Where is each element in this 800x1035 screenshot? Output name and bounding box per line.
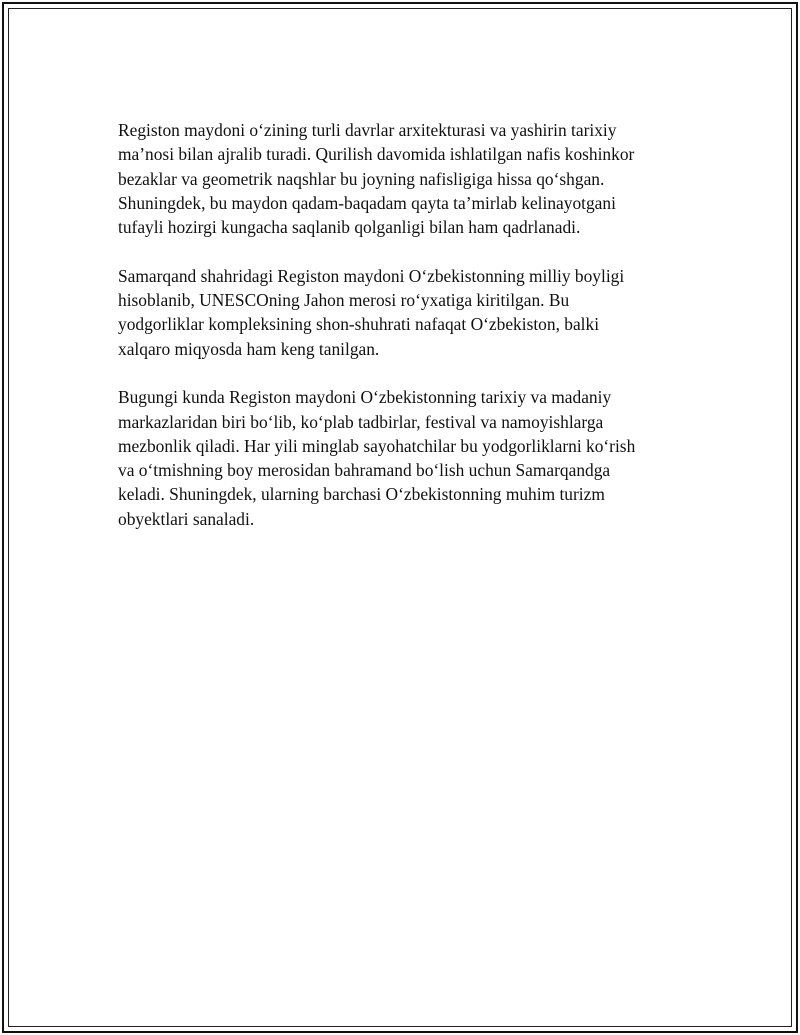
paragraph-1: Registon maydoni oʻzining turli davrlar arxitekturasi va yashirin tarixiy maʼnosi bilan ajralib turadi. Qurilish davomida ishlatilgan nafis koshinkor bezaklar va geometrik naqshlar bu joyning nafisligiga hissa qoʻshgan. Shuningdek, bu maydon qadam-baqadam qayta taʼmirlab kelinayotgani tufayli hozirgi kungacha saqlanib qolganligi bilan ham qadrlanadi.	[118, 120, 635, 238]
paragraph-2: Samarqand shahridagi Registon maydoni Oʻzbekistonning milliy boyligi hisoblanib, UNESCOning Jahon merosi roʻyxatiga kiritilgan. Bu yodgorliklar kompleksining shon-shuhrati nafaqat Oʻzbekiston, balki xalqaro miqyosda ham keng tanilgan.	[118, 265, 625, 359]
paragraph-3: Bugungi kunda Registon maydoni Oʻzbekistonning tarixiy va madaniy markazlaridan biri boʻlib, koʻplab tadbirlar, festival va namoyishlarga mezbonlik qiladi. Har yili minglab sayohatchilar bu yodgorliklarni koʻrish va oʻtmishning boy merosidan bahramand boʻlish uchun Samarqandga keladi. Shuningdek, ularning barchasi Oʻzbekistonning muhim turizm obyektlari sanaladi.	[118, 387, 636, 529]
document-body	[118, 118, 678, 555]
